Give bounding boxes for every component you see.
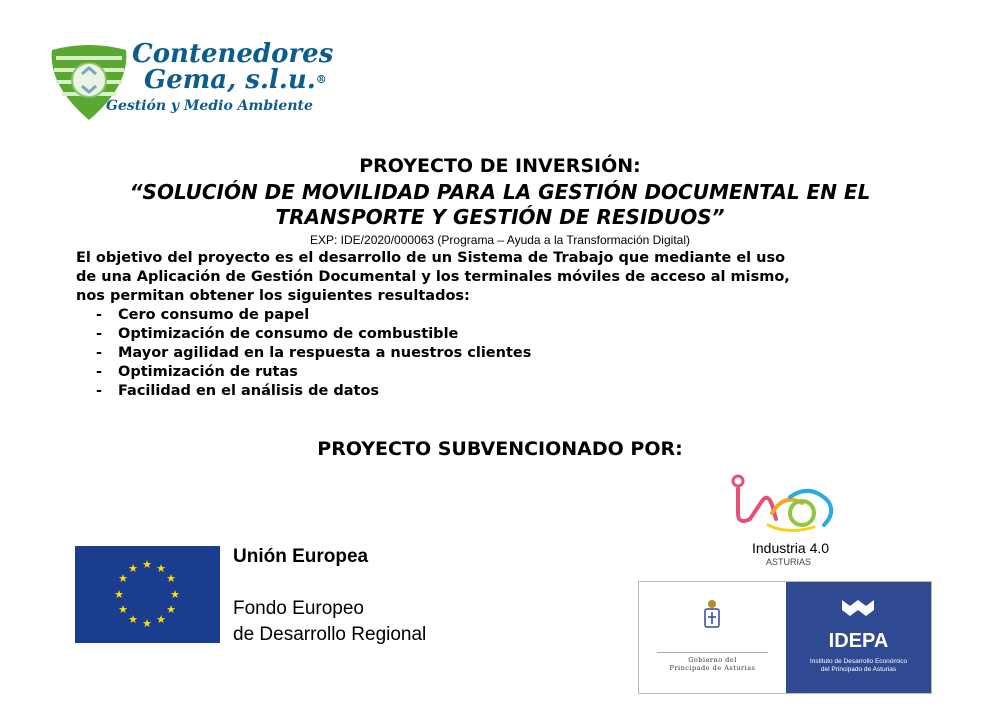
svg-text:★: ★	[142, 558, 152, 571]
funding-heading: PROYECTO SUBVENCIONADO POR:	[317, 438, 683, 460]
gov-asturias-logo	[639, 582, 786, 693]
project-heading: PROYECTO DE INVERSIÓN:	[359, 155, 641, 177]
coat-of-arms-icon	[639, 582, 786, 652]
svg-text:★: ★	[166, 603, 176, 616]
industria-name: Industria 4.0	[752, 540, 830, 556]
bullet-dash: -	[96, 326, 103, 342]
objective-line: de una Aplicación de Gestión Documental y los terminales móviles de acceso al mismo,	[76, 269, 790, 285]
idepa-line2: del Principado de Asturias	[820, 666, 897, 673]
eu-title: Unión Europea	[233, 546, 369, 567]
eu-flag-icon	[75, 546, 220, 643]
result-text: Mayor agilidad en la respuesta a nuestros clientes	[118, 345, 532, 361]
list-item	[96, 382, 531, 401]
idepa-mark-icon	[786, 582, 931, 630]
eu-fund-line2: de Desarrollo Regional	[233, 624, 427, 645]
result-text: Optimización de rutas	[118, 364, 298, 380]
result-text: Cero consumo de papel	[118, 307, 310, 323]
project-title-line1: “SOLUCIÓN DE MOVILIDAD PARA LA GESTIÓN DOCUMENTAL EN EL	[129, 180, 871, 204]
result-text: Facilidad en el análisis de datos	[118, 383, 380, 399]
bullet-dash: -	[96, 364, 103, 380]
gov-idepa-logo	[638, 581, 932, 694]
idepa-logo	[786, 582, 931, 693]
svg-text:★: ★	[128, 562, 138, 575]
gov-line1: Gobierno del	[688, 656, 737, 664]
svg-text:★: ★	[142, 617, 152, 630]
idepa-line1: Instituto de Desarrollo Económico	[809, 658, 908, 665]
svg-text:★: ★	[118, 603, 128, 616]
svg-text:★: ★	[118, 572, 128, 585]
svg-text:★: ★	[114, 588, 124, 601]
company-tagline: Gestión y Medio Ambiente	[106, 98, 313, 114]
registered-mark: ®	[315, 73, 327, 86]
eu-fund-line1: Fondo Europeo	[233, 598, 364, 619]
company-name-text: Gema, s.l.u.	[144, 65, 316, 95]
list-item	[96, 344, 531, 363]
project-exp: EXP: IDE/2020/000063 (Programa – Ayuda a la Transformación Digital)	[310, 233, 690, 247]
objective-line: El objetivo del proyecto es el desarrollo de un Sistema de Trabajo que mediante el uso	[76, 250, 786, 266]
result-text: Optimización de consumo de combustible	[118, 326, 459, 342]
results-list	[96, 306, 531, 401]
industria-sub: ASTURIAS	[766, 557, 812, 567]
project-title-line2: TRANSPORTE Y GESTIÓN DE RESIDUOS”	[275, 205, 725, 229]
bullet-dash: -	[96, 345, 103, 361]
svg-text:★: ★	[128, 613, 138, 626]
bullet-dash: -	[96, 383, 103, 399]
list-item	[96, 306, 531, 325]
company-logo	[44, 40, 334, 124]
svg-text:★: ★	[156, 613, 166, 626]
list-item	[96, 363, 531, 382]
objective-line: nos permitan obtener los siguientes resultados:	[76, 288, 470, 304]
svg-text:★: ★	[166, 572, 176, 585]
svg-text:★: ★	[170, 588, 180, 601]
bullet-dash: -	[96, 307, 103, 323]
company-name-line2	[144, 66, 327, 94]
idepa-name: IDEPA	[828, 630, 889, 652]
gov-divider	[657, 652, 768, 653]
list-item	[96, 325, 531, 344]
gov-line2: Principado de Asturias	[669, 664, 756, 672]
project-objective	[76, 249, 956, 306]
svg-text:★: ★	[156, 562, 166, 575]
company-name-line1: Contenedores	[132, 39, 334, 69]
industria-logo-icon	[728, 473, 840, 541]
